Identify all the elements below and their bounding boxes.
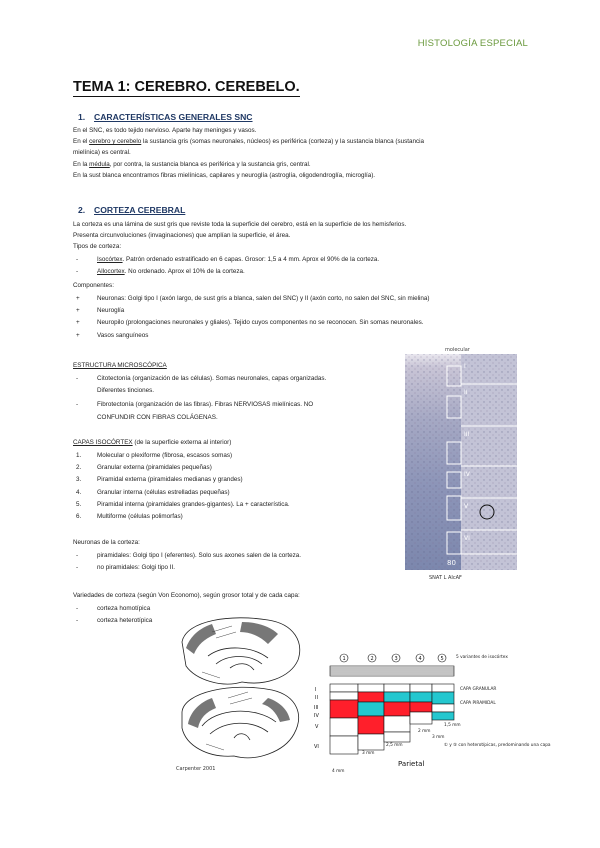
list-item: - Isocórtex. Patrón ordenado estratificado en 6 capas. Grosor: 1,5 a 4 mm. Aprox el 90% de la corteza. (76, 256, 380, 263)
micro-scale: 80 (447, 559, 456, 567)
micro-roman-2: II (464, 389, 468, 396)
list-item: - piramidales: Golgi tipo I (eferentes). Solo sus axones salen de la corteza. (76, 552, 302, 559)
estructura-list (73, 373, 326, 424)
chart-annot-heterotypic: ① y ⑤ con heterotípicas, predominando una capa (444, 743, 551, 748)
cortex-micrograph-figure (405, 346, 517, 584)
chart-col-1: 1 (342, 656, 346, 662)
list-item: 5. Piramidal interna (piramidales grandes-gigantes). La + característica. (76, 500, 290, 508)
list-item: - Allocortex. No ordenado. Aprox el 10% de la corteza. (76, 268, 245, 276)
isocortex-layer-chart-svg (312, 650, 551, 774)
chart-annot-25mm: 2,5 mm (386, 743, 403, 748)
chart-layer-6: VI (314, 744, 319, 750)
list-item-continuation: Diferentes tinciones. (97, 387, 155, 395)
chart-layer-1: I (315, 687, 317, 693)
chart-layer-4: IV (314, 713, 319, 719)
section-1-body (73, 125, 424, 181)
page-title: TEMA 1: CEREBRO. CEREBELO. (73, 79, 300, 95)
section-2-heading: 2. CORTEZA CEREBRAL (78, 205, 186, 215)
chart-col-2: 2 (370, 656, 374, 662)
isocortex-layer-chart (312, 650, 551, 774)
capas-list (73, 450, 290, 523)
micro-roman-6: VI (464, 535, 470, 542)
list-item: - no piramidales: Golgi tipo II. (76, 564, 176, 572)
chart-annot-3mm-b: 3 mm (432, 735, 445, 740)
paragraph-line: En el cerebro y cerebelo la sustancia gris (somas neuronales, núcleos) es periférica (corteza) y la sustancia blanca (sustancia (73, 138, 425, 146)
chart-annot-variants: 5 variantes de isocórtex (456, 655, 508, 660)
chart-annot-3mm: 3 mm (362, 751, 375, 756)
section-2-intro: La corteza es una lámina de sust gris que reviste toda la superficie del cerebro, está en la superficie de los hemisferios. Presenta circunvoluciones (invaginaciones) que amplían la superficie, el área. Tipos de corteza: (73, 221, 407, 251)
chart-annot-4mm: 4 mm (332, 769, 345, 774)
chart-annot-granular: CAPA GRANULAR (460, 687, 497, 692)
chart-annot-2mm: 2 mm (418, 729, 431, 734)
list-item: 3. Piramidal externa (piramidales medianas y grandes) (76, 476, 243, 484)
chart-col-5: 5 (440, 656, 444, 662)
neuronas-label: Neuronas de la corteza: (73, 539, 140, 546)
list-item: 6. Multiforme (células polimorfas) (76, 513, 183, 521)
list-item: - corteza homotípica (76, 605, 151, 612)
list-item: + Neuroglía (76, 307, 125, 315)
list-item: - corteza heterotípica (76, 617, 153, 625)
componentes-label: Componentes: (73, 282, 114, 289)
micro-roman-5: V (464, 503, 469, 510)
neuronas-list (73, 550, 301, 574)
list-item: 1. Molecular o plexiforme (fibrosa, escasos somas) (76, 452, 233, 459)
variedades-label: Variedades de corteza (según Von Economo), según grosor total y de cada capa: (73, 592, 300, 599)
chart-layer-3: III (314, 705, 319, 711)
chart-layer-2: II (315, 695, 318, 701)
variedades-list (73, 603, 152, 627)
list-item: + Neuropilo (prolongaciones neuronales y gliales). Tejido cuyos componentes no se reconocen. Sin somas neuronales. (76, 319, 424, 327)
micro-top-label: molecular (445, 347, 470, 353)
componentes-list (73, 293, 430, 342)
list-item: 2. Granular externa (piramidales pequeñas) (76, 464, 212, 472)
brain-diagram-figure (172, 612, 308, 774)
list-item: + Vasos sanguíneos (76, 331, 149, 339)
chart-col-3: 3 (394, 656, 398, 662)
list-item: 4. Granular interna (células estrelladas pequeñas) (76, 488, 230, 496)
chart-annot-parietal: Parietal (398, 760, 425, 768)
chart-layer-5: V (315, 724, 319, 730)
chart-annot-piramidal: CAPA PIRAMIDAL (460, 701, 496, 706)
running-header: HISTOLOGÍA ESPECIAL (417, 38, 528, 49)
list-item: - Citotectonía (organización de las células). Somas neuronales, capas organizadas. (76, 375, 327, 382)
chart-col-4: 4 (418, 656, 422, 662)
brain-caption: Carpenter 2001 (176, 766, 216, 772)
paragraph-line: mielínica) es central. (73, 149, 131, 157)
tipos-list (73, 254, 379, 278)
micro-roman-3: III (464, 431, 470, 438)
section-1-heading: 1. CARACTERÍSTICAS GENERALES SNC (78, 112, 253, 122)
paragraph-line: En la sust blanca encontramos fibras mielínicas, capilares y neuroglía (astroglía, oligodendroglía, microglía). (73, 171, 376, 179)
list-item-continuation: CONFUNDIR CON FIBRAS COLÁGENAS. (97, 413, 218, 421)
estructura-label: ESTRUCTURA MICROSCÓPICA (73, 362, 167, 369)
paragraph-line: En el SNC, es todo tejido nervioso. Aparte hay meninges y vasos. (73, 127, 257, 134)
micro-caption: SNAT L AIcAF (429, 575, 462, 581)
paragraph-line: En la médula, por contra, la sustancia blanca es periférica y la sustancia gris, central. (73, 160, 311, 168)
chart-annot-15mm: 1,5 mm (444, 723, 461, 728)
list-item: - Fibrotectonía (organización de las fibras). Fibras NERVIOSAS mielínicas. NO (76, 401, 314, 409)
micro-roman-1: I (464, 363, 466, 370)
micro-roman-4: IV (464, 471, 470, 478)
list-item: + Neuronas: Golgi tipo I (axón largo, de sust gris a blanca, salen del SNC) y II (axón corto, no salen del SNC, sin mielina) (76, 295, 430, 302)
capas-label: CAPAS ISOCÓRTEX (de la superficie externa al interior) (73, 439, 232, 446)
cortex-micrograph-image (405, 346, 517, 584)
brain-diagram-image (172, 612, 308, 774)
